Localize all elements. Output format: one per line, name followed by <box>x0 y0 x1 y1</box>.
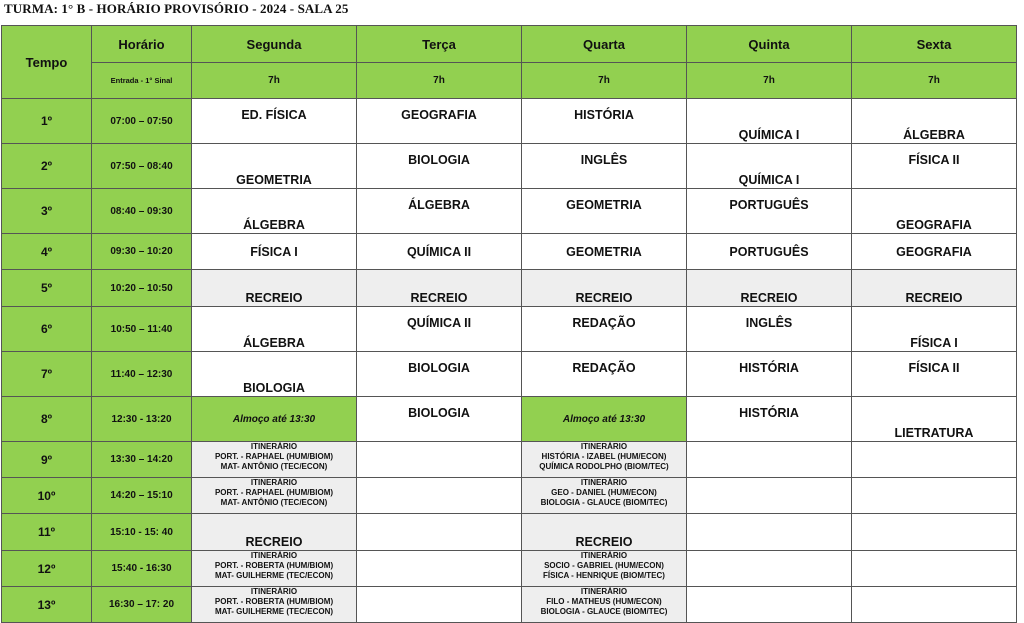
subject-cell: FÍSICA II <box>852 144 1017 189</box>
table-row <box>2 397 1017 442</box>
tempo-cell: 9º <box>2 442 92 478</box>
tempo-cell: 5º <box>2 270 92 307</box>
itinerary-cell <box>522 442 687 478</box>
subject-cell: REDAÇÃO <box>522 307 687 352</box>
table-row <box>2 478 1017 514</box>
subject-cell: INGLÊS <box>522 144 687 189</box>
subject-cell: FÍSICA I <box>852 307 1017 352</box>
itinerary-line: HISTÓRIA - IZABEL (HUM/ECON) <box>541 452 667 461</box>
header-day-quinta: Quinta <box>687 26 852 63</box>
itinerary-title: ITINERÁRIO <box>580 551 628 560</box>
subject-cell: GEOMETRIA <box>522 189 687 234</box>
itinerary-title: ITINERÁRIO <box>580 478 628 487</box>
table-row <box>2 234 1017 270</box>
itinerary-line: PORT. - ROBERTA (HUM/BIOM) <box>214 597 334 606</box>
subject-cell: GEOGRAFIA <box>357 99 522 144</box>
subject-cell: GEOGRAFIA <box>852 234 1017 270</box>
table-row <box>2 307 1017 352</box>
empty-cell <box>357 587 522 623</box>
header-day-sexta: Sexta <box>852 26 1017 63</box>
table-row <box>2 189 1017 234</box>
subject-cell: BIOLOGIA <box>357 397 522 442</box>
subject-cell: RECREIO <box>522 514 687 551</box>
header-hours-segunda: 7h <box>192 63 357 99</box>
horario-cell: 10:20 – 10:50 <box>92 270 192 307</box>
horario-cell: 13:30 – 14:20 <box>92 442 192 478</box>
table-row <box>2 352 1017 397</box>
subject-cell: RECREIO <box>687 270 852 307</box>
header-hours-quinta: 7h <box>687 63 852 99</box>
table-row <box>2 270 1017 307</box>
table-row <box>2 587 1017 623</box>
itinerary-line: FILO - MATHEUS (HUM/ECON) <box>546 597 662 606</box>
subject-cell: ÁLGEBRA <box>192 189 357 234</box>
subject-cell: RECREIO <box>192 270 357 307</box>
itinerary-title: ITINERÁRIO <box>250 587 298 596</box>
lunch-cell: Almoço até 13:30 <box>522 397 687 442</box>
itinerary-line: PORT. - RAPHAEL (HUM/BIOM) <box>214 488 334 497</box>
itinerary-cell <box>522 587 687 623</box>
horario-cell: 16:30 – 17: 20 <box>92 587 192 623</box>
itinerary-line: MAT- GUILHERME (TEC/ECON) <box>214 571 334 580</box>
subject-cell: QUÍMICA I <box>687 99 852 144</box>
header-hours-sexta: 7h <box>852 63 1017 99</box>
header-tempo: Tempo <box>2 26 92 99</box>
itinerary-title: ITINERÁRIO <box>250 551 298 560</box>
empty-cell <box>852 551 1017 587</box>
horario-cell: 09:30 – 10:20 <box>92 234 192 270</box>
subject-cell: FÍSICA I <box>192 234 357 270</box>
itinerary-line: SOCIO - GABRIEL (HUM/ECON) <box>544 561 664 570</box>
itinerary-line: PORT. - RAPHAEL (HUM/BIOM) <box>214 452 334 461</box>
schedule-table <box>1 25 1017 623</box>
itinerary-line: MAT- ANTÔNIO (TEC/ECON) <box>220 462 328 471</box>
subject-cell: BIOLOGIA <box>357 144 522 189</box>
itinerary-title: ITINERÁRIO <box>250 478 298 487</box>
empty-cell <box>852 587 1017 623</box>
horario-cell: 07:50 – 08:40 <box>92 144 192 189</box>
horario-cell: 15:40 - 16:30 <box>92 551 192 587</box>
subject-cell: BIOLOGIA <box>192 352 357 397</box>
subject-cell: REDAÇÃO <box>522 352 687 397</box>
itinerary-cell <box>192 478 357 514</box>
subject-cell: ÁLGEBRA <box>192 307 357 352</box>
horario-cell: 11:40 – 12:30 <box>92 352 192 397</box>
tempo-cell: 2º <box>2 144 92 189</box>
tempo-cell: 12º <box>2 551 92 587</box>
horario-cell: 07:00 – 07:50 <box>92 99 192 144</box>
table-row <box>2 514 1017 551</box>
header-horario: Horário <box>92 26 192 63</box>
empty-cell <box>687 442 852 478</box>
horario-cell: 08:40 – 09:30 <box>92 189 192 234</box>
empty-cell <box>852 514 1017 551</box>
subject-cell: HISTÓRIA <box>687 352 852 397</box>
itinerary-cell <box>522 478 687 514</box>
subject-cell: PORTUGUÊS <box>687 234 852 270</box>
empty-cell <box>357 478 522 514</box>
itinerary-line: BIOLOGIA - GLAUCE (BIOM/TEC) <box>540 498 668 507</box>
subject-cell: GEOMETRIA <box>192 144 357 189</box>
header-day-terca: Terça <box>357 26 522 63</box>
subject-cell: RECREIO <box>522 270 687 307</box>
tempo-cell: 10º <box>2 478 92 514</box>
empty-cell <box>852 478 1017 514</box>
header-hours-terca: 7h <box>357 63 522 99</box>
lunch-cell: Almoço até 13:30 <box>192 397 357 442</box>
itinerary-line: QUÍMICA RODOLPHO (BIOM/TEC) <box>539 462 669 471</box>
empty-cell <box>687 514 852 551</box>
subject-cell: QUÍMICA II <box>357 234 522 270</box>
tempo-cell: 7º <box>2 352 92 397</box>
itinerary-cell <box>522 551 687 587</box>
horario-cell: 10:50 – 11:40 <box>92 307 192 352</box>
tempo-cell: 4º <box>2 234 92 270</box>
itinerary-line: FÍSICA - HENRIQUE (BIOM/TEC) <box>543 571 665 580</box>
empty-cell <box>357 442 522 478</box>
subject-cell: ED. FÍSICA <box>192 99 357 144</box>
itinerary-title: ITINERÁRIO <box>580 587 628 596</box>
subject-cell: GEOGRAFIA <box>852 189 1017 234</box>
empty-cell <box>687 478 852 514</box>
subject-cell: LIETRATURA <box>852 397 1017 442</box>
header-day-quarta: Quarta <box>522 26 687 63</box>
itinerary-line: GEO - DANIEL (HUM/ECON) <box>551 488 657 497</box>
itinerary-line: PORT. - ROBERTA (HUM/BIOM) <box>214 561 334 570</box>
page-title: TURMA: 1° B - HORÁRIO PROVISÓRIO - 2024 - SALA 25 <box>4 1 349 16</box>
itinerary-cell <box>192 442 357 478</box>
itinerary-title: ITINERÁRIO <box>250 442 298 451</box>
subject-cell: FÍSICA II <box>852 352 1017 397</box>
itinerary-line: MAT- GUILHERME (TEC/ECON) <box>214 607 334 616</box>
subject-cell: QUÍMICA II <box>357 307 522 352</box>
header-horario-sub: Entrada - 1° Sinal <box>92 63 192 99</box>
empty-cell <box>852 442 1017 478</box>
table-row <box>2 144 1017 189</box>
itinerary-title: ITINERÁRIO <box>580 442 628 451</box>
horario-cell: 12:30 - 13:20 <box>92 397 192 442</box>
itinerary-cell <box>192 551 357 587</box>
subject-cell: HISTÓRIA <box>687 397 852 442</box>
itinerary-cell <box>192 587 357 623</box>
tempo-cell: 8º <box>2 397 92 442</box>
tempo-cell: 1º <box>2 99 92 144</box>
empty-cell <box>357 551 522 587</box>
subject-cell: RECREIO <box>192 514 357 551</box>
horario-cell: 15:10 - 15: 40 <box>92 514 192 551</box>
itinerary-line: MAT- ANTÔNIO (TEC/ECON) <box>220 498 328 507</box>
tempo-cell: 13º <box>2 587 92 623</box>
subject-cell: RECREIO <box>852 270 1017 307</box>
subject-cell: ÁLGEBRA <box>852 99 1017 144</box>
horario-cell: 14:20 – 15:10 <box>92 478 192 514</box>
tempo-cell: 6º <box>2 307 92 352</box>
subject-cell: HISTÓRIA <box>522 99 687 144</box>
tempo-cell: 3º <box>2 189 92 234</box>
subject-cell: GEOMETRIA <box>522 234 687 270</box>
table-row <box>2 551 1017 587</box>
subject-cell: BIOLOGIA <box>357 352 522 397</box>
subject-cell: INGLÊS <box>687 307 852 352</box>
subject-cell: ÁLGEBRA <box>357 189 522 234</box>
empty-cell <box>687 551 852 587</box>
subject-cell: QUÍMICA I <box>687 144 852 189</box>
empty-cell <box>687 587 852 623</box>
empty-cell <box>357 514 522 551</box>
header-hours-quarta: 7h <box>522 63 687 99</box>
table-row <box>2 99 1017 144</box>
tempo-cell: 11º <box>2 514 92 551</box>
subject-cell: PORTUGUÊS <box>687 189 852 234</box>
itinerary-line: BIOLOGIA - GLAUCE (BIOM/TEC) <box>540 607 668 616</box>
subject-cell: RECREIO <box>357 270 522 307</box>
header-day-segunda: Segunda <box>192 26 357 63</box>
table-row <box>2 442 1017 478</box>
